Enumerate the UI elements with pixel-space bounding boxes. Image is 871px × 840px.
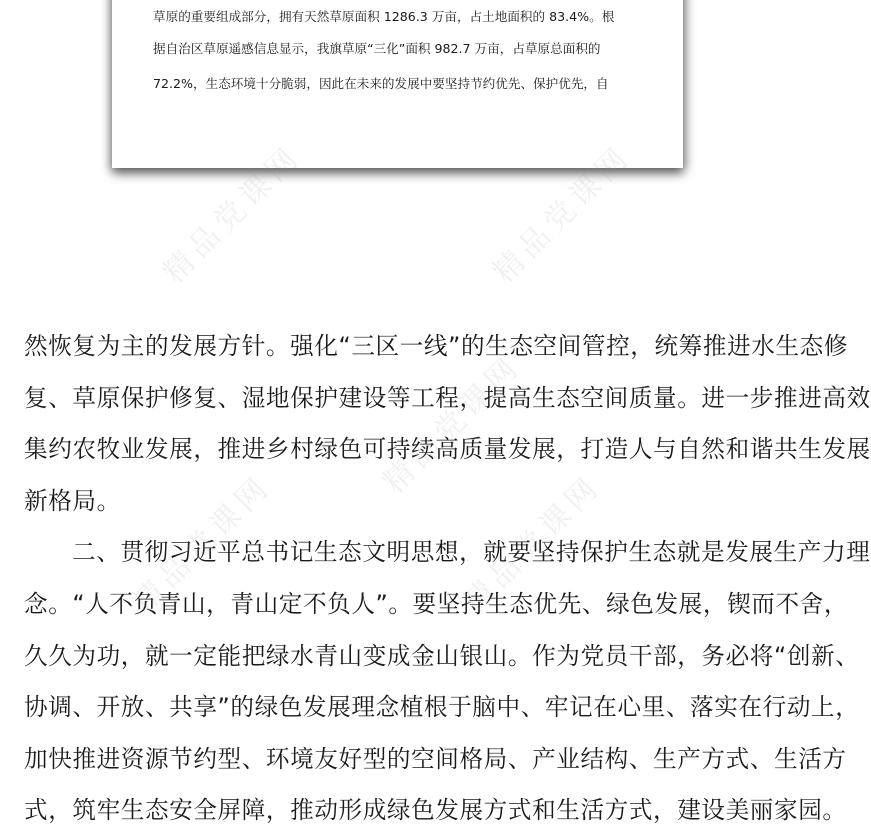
watermark: 精品党课网 (456, 468, 609, 621)
card-text-line: 草原的重要组成部分，拥有天然草原面积 1286.3 万亩，占土地面积的 83.4%。根 (153, 9, 615, 24)
card-text-line: 据自治区草原遥感信息显示，我旗草原“三化”面积 982.7 万亩，占草原总面积的 (153, 41, 601, 56)
watermark: 精品党课网 (376, 348, 529, 501)
body-text-line: 集约农牧业发展，推进乡村绿色可持续高质量发展，打造人与自然和谐共生发展 (24, 435, 871, 464)
watermark: 精品党课网 (486, 138, 639, 291)
body-text-line: 念。“人不负青山，青山定不负人”。要坚持生态优先、绿色发展，锲而不舍， (24, 589, 849, 618)
section-heading-line: 二、贯彻习近平总书记生态文明思想，就要坚持保护生态就是发展生产力理 (72, 538, 871, 567)
body-text-line: 久久为功，就一定能把绿水青山变成金山银山。作为党员干部，务必将“创新、 (24, 641, 860, 670)
body-text-line: 复、草原保护修复、湿地保护建设等工程，提高生态空间质量。进一步推进高效 (24, 383, 871, 412)
body-text-line: 加快推进资源节约型、环境友好型的空间格局、产业结构、生产方式、生活方 (24, 744, 847, 773)
embedded-document-image (112, 0, 683, 168)
body-text-line: 新格局。 (24, 486, 121, 515)
watermark: 精品党课网 (126, 468, 279, 621)
body-text-line: 协调、开放、共享”的绿色发展理念植根于脑中、牢记在心里、落实在行动上， (24, 693, 860, 722)
watermark: 精品党课网 (156, 138, 309, 291)
body-text-line: 式，筑牢生态安全屏障，推动形成绿色发展方式和生活方式，建设美丽家园。 (24, 796, 847, 825)
body-text-line: 然恢复为主的发展方针。强化“三区一线”的生态空间管控，统筹推进水生态修 (24, 332, 849, 360)
card-text-line: 72.2%，生态环境十分脆弱，因此在未来的发展中要坚持节约优先、保护优先，自 (153, 76, 609, 91)
body-paragraphs (24, 324, 871, 840)
